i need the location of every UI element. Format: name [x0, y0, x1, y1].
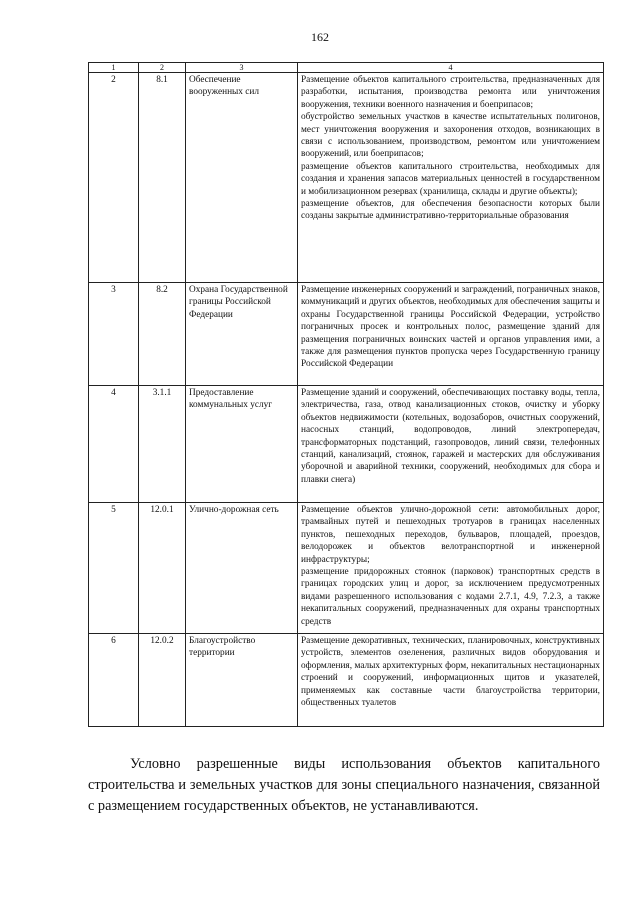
use-description: [298, 73, 604, 283]
closing-paragraph: [88, 754, 600, 817]
description-paragraph: размещение объектов, для обеспечения безопасности которых были созданы закрытые административно-территориальные образования: [301, 199, 600, 222]
use-name: Обеспечение вооруженных сил: [186, 73, 298, 283]
closing-paragraph-text: Условно разрешенные виды использования объектов капитального строительства и земельных участков для зоны специального назначения, связанной с размещением государственных объектов, не устанавливаются.: [88, 756, 600, 814]
description-paragraph: Размещение инженерных сооружений и заграждений, пограничных знаков, коммуникаций и других объектов, необходимых для обеспечения защиты и охраны Государственной границы Российской Федерации, устройство пограничных просек и контрольных полос, размещение зданий для размещения пограничных воинских частей и органов управления ими, а также для размещения пунктов пропуска через Государственную границу Российской Федерации: [301, 285, 600, 370]
description-paragraph: Размещение объектов улично-дорожной сети: автомобильных дорог, трамвайных путей и пешеходных тротуаров в границах населенных пунктов, пешеходных переходов, бульваров, площадей, проездов, велодорожек и объектов велотранспортной и инженерной инфраструктуры;: [301, 505, 600, 565]
table-row: [89, 503, 604, 634]
description-paragraph: обустройство земельных участков в качестве испытательных полигонов, мест уничтожения вооружения и захоронения отходов, возникающих в связи с использованием, производством, ремонтом или уничтожением вооружений, или боеприпасов;: [301, 112, 600, 160]
use-name: Охрана Государственной границы Российской Федерации: [186, 283, 298, 386]
use-code: 12.0.1: [139, 503, 186, 634]
table-row: [89, 386, 604, 503]
row-number: 5: [89, 503, 139, 634]
use-code: 8.1: [139, 73, 186, 283]
use-description: [298, 283, 604, 386]
table-header-row: [89, 63, 604, 73]
use-name: Предоставление коммунальных услуг: [186, 386, 298, 503]
use-name: Улично-дорожная сеть: [186, 503, 298, 634]
table-row: [89, 283, 604, 386]
use-code: 8.2: [139, 283, 186, 386]
use-description: [298, 634, 604, 727]
page-number: 162: [311, 30, 329, 44]
use-code: 3.1.1: [139, 386, 186, 503]
row-number: 4: [89, 386, 139, 503]
description-paragraph: Размещение декоративных, технических, планировочных, конструктивных устройств, элементов озеленения, различных видов оборудования и оформления, малых архитектурных форм, некапитальных нестационарных строений и сооружений, информационных щитов и указателей, применяемых как составные части благоустройства территории, общественных туалетов: [301, 636, 600, 709]
table-row: [89, 73, 604, 283]
description-paragraph: Размещение зданий и сооружений, обеспечивающих поставку воды, тепла, электричества, газа, отвод канализационных стоков, очистку и уборку объектов недвижимости (котельных, водозаборов, очистных сооружений, насосных станций, водопроводов, линий электропередач, трансформаторных подстанций, газопроводов, линий связи, телефонных станций, канализаций, стоянок, гаражей и мастерских для обслуживания уборочной и аварийной техники, сооружений, необходимых для сбора и плавки снега): [301, 388, 600, 485]
description-paragraph: размещение придорожных стоянок (парковок) транспортных средств в границах городских улиц и дорог, за исключением предусмотренных видами разрешенного использования с кодами 2.7.1, 4.9, 7.2.3, а также некапитальных сооружений, предназначенных для охраны транспортных средств: [301, 567, 600, 627]
use-code: 12.0.2: [139, 634, 186, 727]
column-header: 2: [139, 63, 186, 73]
column-header: 1: [89, 63, 139, 73]
column-header: 3: [186, 63, 298, 73]
column-header: 4: [298, 63, 604, 73]
row-number: 6: [89, 634, 139, 727]
land-use-table: [88, 62, 604, 727]
table-row: [89, 634, 604, 727]
description-paragraph: размещение объектов капитального строительства, необходимых для создания и хранения запасов материальных ценностей в государственном и мобилизационном резервах (хранилища, склады и другие объекты);: [301, 161, 600, 197]
use-name: Благоустройство территории: [186, 634, 298, 727]
row-number: 3: [89, 283, 139, 386]
use-description: [298, 386, 604, 503]
description-paragraph: Размещение объектов капитального строительства, предназначенных для разработки, испытания, производства ремонта или уничтожения вооружения, техники военного назначения и боеприпасов;: [301, 75, 600, 110]
use-description: [298, 503, 604, 634]
row-number: 2: [89, 73, 139, 283]
